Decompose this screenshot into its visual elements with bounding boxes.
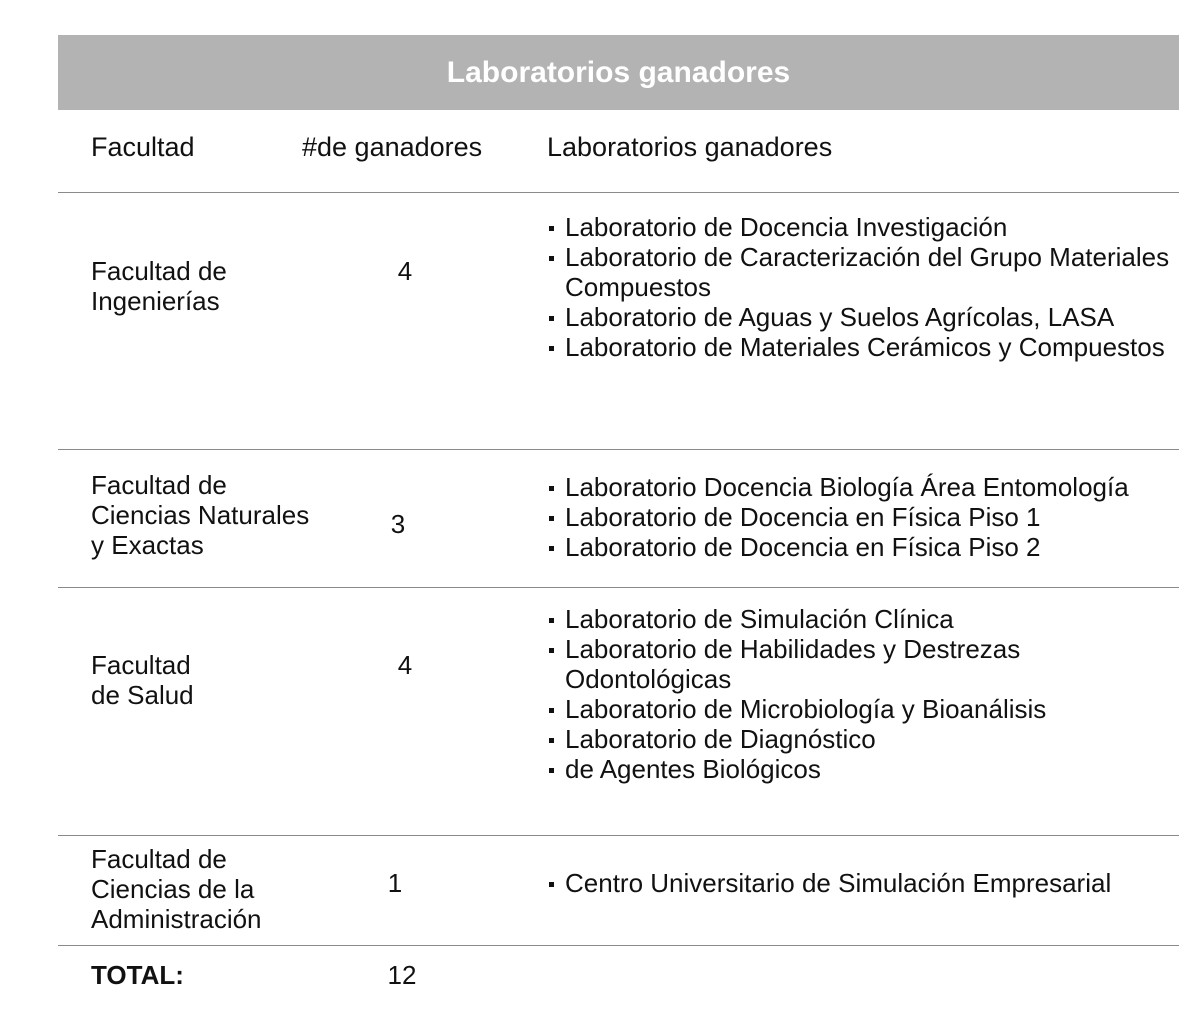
facultad-cell <box>91 256 351 316</box>
facultad-name: Facultad de <box>91 470 227 500</box>
list-item: Laboratorio Docencia Biología Área Entomología <box>547 472 1177 502</box>
total-value: 12 <box>387 960 417 990</box>
labs-list <box>547 212 1177 362</box>
ganadores-count: 4 <box>397 650 413 680</box>
labs-list <box>547 868 1177 898</box>
header-ganadores: #de ganadores <box>302 132 483 162</box>
table-title-bar <box>58 35 1179 110</box>
facultad-name: Facultad de <box>91 844 227 874</box>
labs-list <box>547 604 1177 784</box>
labs-list <box>547 472 1177 562</box>
list-item: Laboratorio de Caracterización del Grupo Materiales Compuestos <box>547 242 1177 302</box>
list-item: Laboratorio de Docencia Investigación <box>547 212 1177 242</box>
table-row <box>58 836 1179 946</box>
laboratorios-table <box>58 35 1179 1006</box>
list-item: Laboratorio de Materiales Cerámicos y Compuestos <box>547 332 1177 362</box>
ganadores-count: 4 <box>397 256 413 286</box>
ganadores-count: 1 <box>387 868 403 898</box>
list-item: Laboratorio de Habilidades y Destrezas Odontológicas <box>547 634 1177 694</box>
header-facultad: Facultad <box>91 132 195 162</box>
facultad-name: Ciencias Naturales <box>91 500 310 530</box>
table-title: Laboratorios ganadores <box>446 55 791 89</box>
table-header-row <box>58 110 1179 193</box>
header-laboratorios: Laboratorios ganadores <box>547 132 833 162</box>
total-label: TOTAL: <box>91 960 184 990</box>
facultad-cell <box>91 650 351 710</box>
total-row <box>58 946 1179 1006</box>
facultad-name: Ciencias de la <box>91 874 255 904</box>
facultad-name: y Exactas <box>91 530 204 560</box>
list-item: Centro Universitario de Simulación Empresarial <box>547 868 1177 898</box>
facultad-name: de Salud <box>91 680 194 710</box>
facultad-name: Administración <box>91 904 262 934</box>
list-item: Laboratorio de Docencia en Física Piso 1 <box>547 502 1177 532</box>
list-item: de Agentes Biológicos <box>547 754 1177 784</box>
list-item: Laboratorio de Aguas y Suelos Agrícolas, LASA <box>547 302 1177 332</box>
facultad-name: Facultad de <box>91 256 227 286</box>
list-item: Laboratorio de Diagnóstico <box>547 724 1177 754</box>
facultad-cell <box>91 844 351 934</box>
facultad-cell <box>91 470 351 560</box>
table-row <box>58 193 1179 450</box>
table-row <box>58 588 1179 836</box>
ganadores-count: 3 <box>390 509 406 539</box>
list-item: Laboratorio de Simulación Clínica <box>547 604 1177 634</box>
facultad-name: Ingenierías <box>91 286 220 316</box>
facultad-name: Facultad <box>91 650 191 680</box>
table-row <box>58 450 1179 588</box>
list-item: Laboratorio de Docencia en Física Piso 2 <box>547 532 1177 562</box>
list-item: Laboratorio de Microbiología y Bioanálisis <box>547 694 1177 724</box>
